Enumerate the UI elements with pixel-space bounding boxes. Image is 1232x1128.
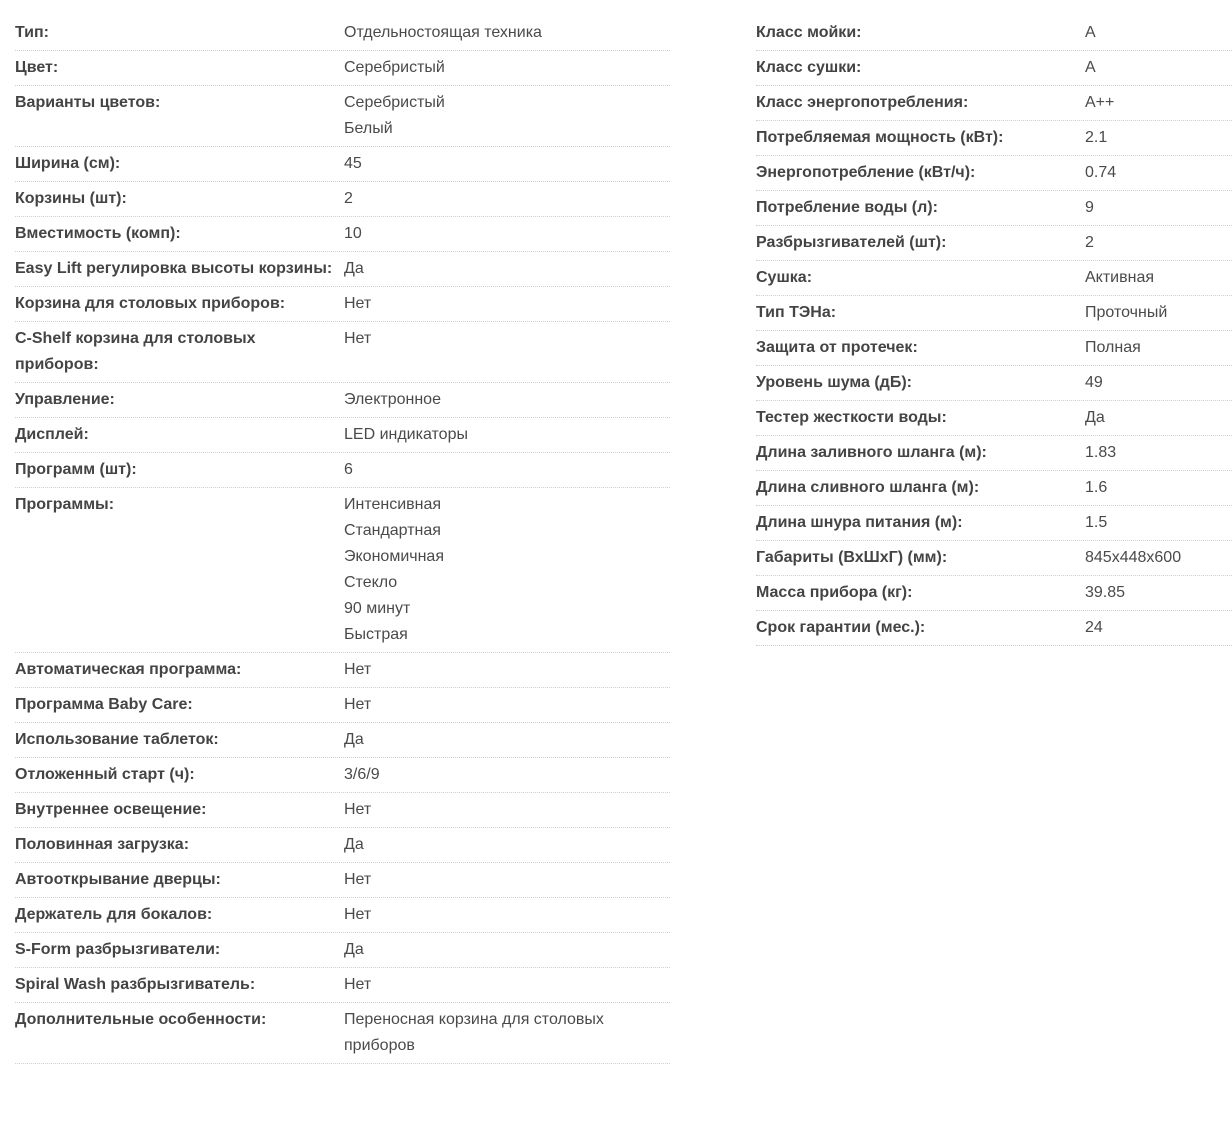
spec-value-line: Полная <box>1085 339 1141 356</box>
spec-value-line: Стандартная <box>344 522 441 539</box>
spec-label: Spiral Wash разбрызгиватель: <box>15 976 256 993</box>
spec-value-line: 2 <box>1085 234 1094 251</box>
spec-label: Длина сливного шланга (м): <box>756 479 980 496</box>
spec-value-line: Нет <box>344 906 372 923</box>
spec-label: Тип ТЭНа: <box>756 304 837 321</box>
spec-label: Варианты цветов: <box>15 94 161 111</box>
spec-label: Программа Baby Care: <box>15 696 193 713</box>
spec-value <box>344 256 670 282</box>
spec-row <box>756 16 1232 51</box>
spec-label: Использование таблеток: <box>15 731 219 748</box>
spec-label: Вместимость (комп): <box>15 225 181 242</box>
spec-value-line: Нет <box>344 976 372 993</box>
spec-value-line: 39.85 <box>1085 584 1126 601</box>
spec-value-line: Проточный <box>1085 304 1168 321</box>
spec-value <box>344 326 670 378</box>
spec-label: Класс энергопотребления: <box>756 94 969 111</box>
spec-row <box>756 576 1232 611</box>
spec-value <box>344 20 670 46</box>
spec-value-line: Стекло <box>344 574 398 591</box>
spec-value <box>344 832 670 858</box>
spec-value-line: Нет <box>344 871 372 888</box>
spec-value-line: 90 минут <box>344 600 411 617</box>
spec-label: Программ (шт): <box>15 461 137 478</box>
spec-value <box>1085 580 1232 606</box>
spec-value-line: 0.74 <box>1085 164 1117 181</box>
specs-left-column <box>15 16 670 1064</box>
spec-value <box>1085 615 1232 641</box>
spec-value-line: Нет <box>344 661 372 678</box>
spec-value-line: 2 <box>344 190 353 207</box>
spec-value <box>1085 510 1232 536</box>
spec-row <box>15 147 670 182</box>
spec-label: Масса прибора (кг): <box>756 584 913 601</box>
spec-value-line: Отдельностоящая техника <box>344 24 542 41</box>
spec-label: Ширина (см): <box>15 155 121 172</box>
spec-value-line: Нет <box>344 295 372 312</box>
spec-value-line: Экономичная <box>344 548 444 565</box>
spec-row <box>15 418 670 453</box>
spec-value <box>1085 370 1232 396</box>
spec-row <box>15 828 670 863</box>
spec-value-line: Да <box>344 941 364 958</box>
spec-value <box>1085 440 1232 466</box>
spec-label: Отложенный старт (ч): <box>15 766 195 783</box>
spec-value <box>344 291 670 317</box>
spec-value <box>344 762 670 788</box>
spec-value <box>344 937 670 963</box>
spec-value <box>1085 20 1232 46</box>
spec-label: Корзины (шт): <box>15 190 127 207</box>
spec-value-line: A <box>1085 24 1096 41</box>
spec-value <box>1085 265 1232 291</box>
spec-row <box>15 863 670 898</box>
spec-row <box>756 366 1232 401</box>
spec-value <box>344 492 670 648</box>
spec-row <box>756 86 1232 121</box>
spec-label: Защита от протечек: <box>756 339 918 356</box>
spec-row <box>15 322 670 383</box>
spec-label: Программы: <box>15 496 115 513</box>
spec-label: S-Form разбрызгиватели: <box>15 941 221 958</box>
spec-row <box>756 331 1232 366</box>
spec-row <box>15 453 670 488</box>
spec-label: Потребление воды (л): <box>756 199 938 216</box>
spec-label: Внутреннее освещение: <box>15 801 207 818</box>
spec-label: Длина шнура питания (м): <box>756 514 963 531</box>
spec-label: Габариты (ВхШхГ) (мм): <box>756 549 948 566</box>
spec-value-line: Нет <box>344 330 372 347</box>
spec-value <box>344 387 670 413</box>
spec-value-line: Интенсивная <box>344 496 442 513</box>
spec-value-line: Нет <box>344 801 372 818</box>
spec-value-line: Быстрая <box>344 626 408 643</box>
spec-value-line: 1.5 <box>1085 514 1108 531</box>
spec-value-line: Серебристый <box>344 94 445 111</box>
spec-row <box>756 401 1232 436</box>
spec-value-line: Серебристый <box>344 59 445 76</box>
spec-label: Класс мойки: <box>756 24 862 41</box>
spec-value-line: LED индикаторы <box>344 426 468 443</box>
spec-row <box>15 51 670 86</box>
spec-value-line: Да <box>344 731 364 748</box>
spec-row <box>15 488 670 653</box>
spec-row <box>15 898 670 933</box>
spec-row <box>15 16 670 51</box>
spec-value-line: 24 <box>1085 619 1103 636</box>
spec-value-line: 10 <box>344 225 362 242</box>
spec-value-line: Да <box>344 836 364 853</box>
spec-value <box>1085 195 1232 221</box>
spec-value-line: A++ <box>1085 94 1115 111</box>
spec-label: Держатель для бокалов: <box>15 906 213 923</box>
spec-value <box>1085 405 1232 431</box>
spec-value-line: Нет <box>344 696 372 713</box>
spec-value <box>344 972 670 998</box>
spec-row <box>756 261 1232 296</box>
spec-row <box>15 653 670 688</box>
specs-right-column <box>756 16 1232 646</box>
spec-value-line: Белый <box>344 120 393 137</box>
spec-value-line: 2.1 <box>1085 129 1108 146</box>
spec-value-line: A <box>1085 59 1096 76</box>
spec-row <box>756 506 1232 541</box>
spec-value-line: Да <box>1085 409 1105 426</box>
spec-row <box>756 436 1232 471</box>
spec-label: Потребляемая мощность (кВт): <box>756 129 1004 146</box>
spec-value <box>344 221 670 247</box>
spec-label: Управление: <box>15 391 115 408</box>
spec-value <box>344 797 670 823</box>
spec-row <box>756 541 1232 576</box>
spec-value-line: 1.83 <box>1085 444 1117 461</box>
spec-label: Easy Lift регулировка высоты корзины: <box>15 260 333 277</box>
spec-row <box>756 471 1232 506</box>
spec-value-line: 1.6 <box>1085 479 1108 496</box>
spec-row <box>756 296 1232 331</box>
spec-value <box>1085 160 1232 186</box>
spec-value <box>1085 335 1232 361</box>
spec-label: Дополнительные особенности: <box>15 1011 267 1028</box>
spec-value <box>344 422 670 448</box>
spec-row <box>15 1003 670 1064</box>
spec-row <box>15 688 670 723</box>
spec-value <box>344 186 670 212</box>
spec-row <box>15 383 670 418</box>
spec-label: C-Shelf корзина для столовых приборов: <box>15 330 256 373</box>
spec-value <box>344 692 670 718</box>
spec-value <box>344 457 670 483</box>
spec-label: Длина заливного шланга (м): <box>756 444 987 461</box>
spec-label: Цвет: <box>15 59 59 76</box>
spec-value <box>344 657 670 683</box>
spec-value-line: 845x448x600 <box>1085 549 1182 566</box>
spec-row <box>15 182 670 217</box>
spec-label: Дисплей: <box>15 426 89 443</box>
spec-label: Разбрызгивателей (шт): <box>756 234 947 251</box>
spec-label: Половинная загрузка: <box>15 836 190 853</box>
spec-row <box>15 723 670 758</box>
spec-value-line: 9 <box>1085 199 1094 216</box>
spec-label: Уровень шума (дБ): <box>756 374 912 391</box>
spec-value <box>1085 55 1232 81</box>
spec-row <box>756 191 1232 226</box>
spec-row <box>756 156 1232 191</box>
spec-row <box>15 287 670 322</box>
spec-value-line: Переносная корзина для столовых приборов <box>344 1011 604 1054</box>
spec-value <box>344 902 670 928</box>
spec-value <box>344 727 670 753</box>
spec-value <box>1085 125 1232 151</box>
spec-row <box>15 217 670 252</box>
spec-value-line: 49 <box>1085 374 1103 391</box>
spec-value-line: Активная <box>1085 269 1155 286</box>
spec-label: Тип: <box>15 24 49 41</box>
spec-row <box>756 51 1232 86</box>
spec-label: Сушка: <box>756 269 813 286</box>
spec-row <box>756 226 1232 261</box>
spec-row <box>15 793 670 828</box>
spec-label: Тестер жесткости воды: <box>756 409 947 426</box>
spec-value <box>344 867 670 893</box>
spec-value <box>1085 300 1232 326</box>
spec-value-line: 6 <box>344 461 353 478</box>
spec-value-line: Да <box>344 260 364 277</box>
spec-value-line: 3/6/9 <box>344 766 380 783</box>
spec-label: Срок гарантии (мес.): <box>756 619 926 636</box>
spec-value <box>1085 475 1232 501</box>
spec-row <box>15 968 670 1003</box>
spec-value <box>344 55 670 81</box>
spec-value <box>1085 230 1232 256</box>
spec-label: Автоматическая программа: <box>15 661 242 678</box>
spec-label: Корзина для столовых приборов: <box>15 295 286 312</box>
spec-row <box>756 611 1232 646</box>
spec-value <box>344 151 670 177</box>
spec-value-line: 45 <box>344 155 362 172</box>
spec-label: Класс сушки: <box>756 59 862 76</box>
spec-value <box>1085 545 1232 571</box>
spec-value <box>1085 90 1232 116</box>
spec-row <box>15 86 670 147</box>
spec-value <box>344 90 670 142</box>
spec-label: Энергопотребление (кВт/ч): <box>756 164 976 181</box>
spec-row <box>15 252 670 287</box>
spec-row <box>15 933 670 968</box>
spec-row <box>756 121 1232 156</box>
spec-row <box>15 758 670 793</box>
spec-label: Автооткрывание дверцы: <box>15 871 221 888</box>
spec-value-line: Электронное <box>344 391 441 408</box>
spec-value <box>344 1007 670 1059</box>
